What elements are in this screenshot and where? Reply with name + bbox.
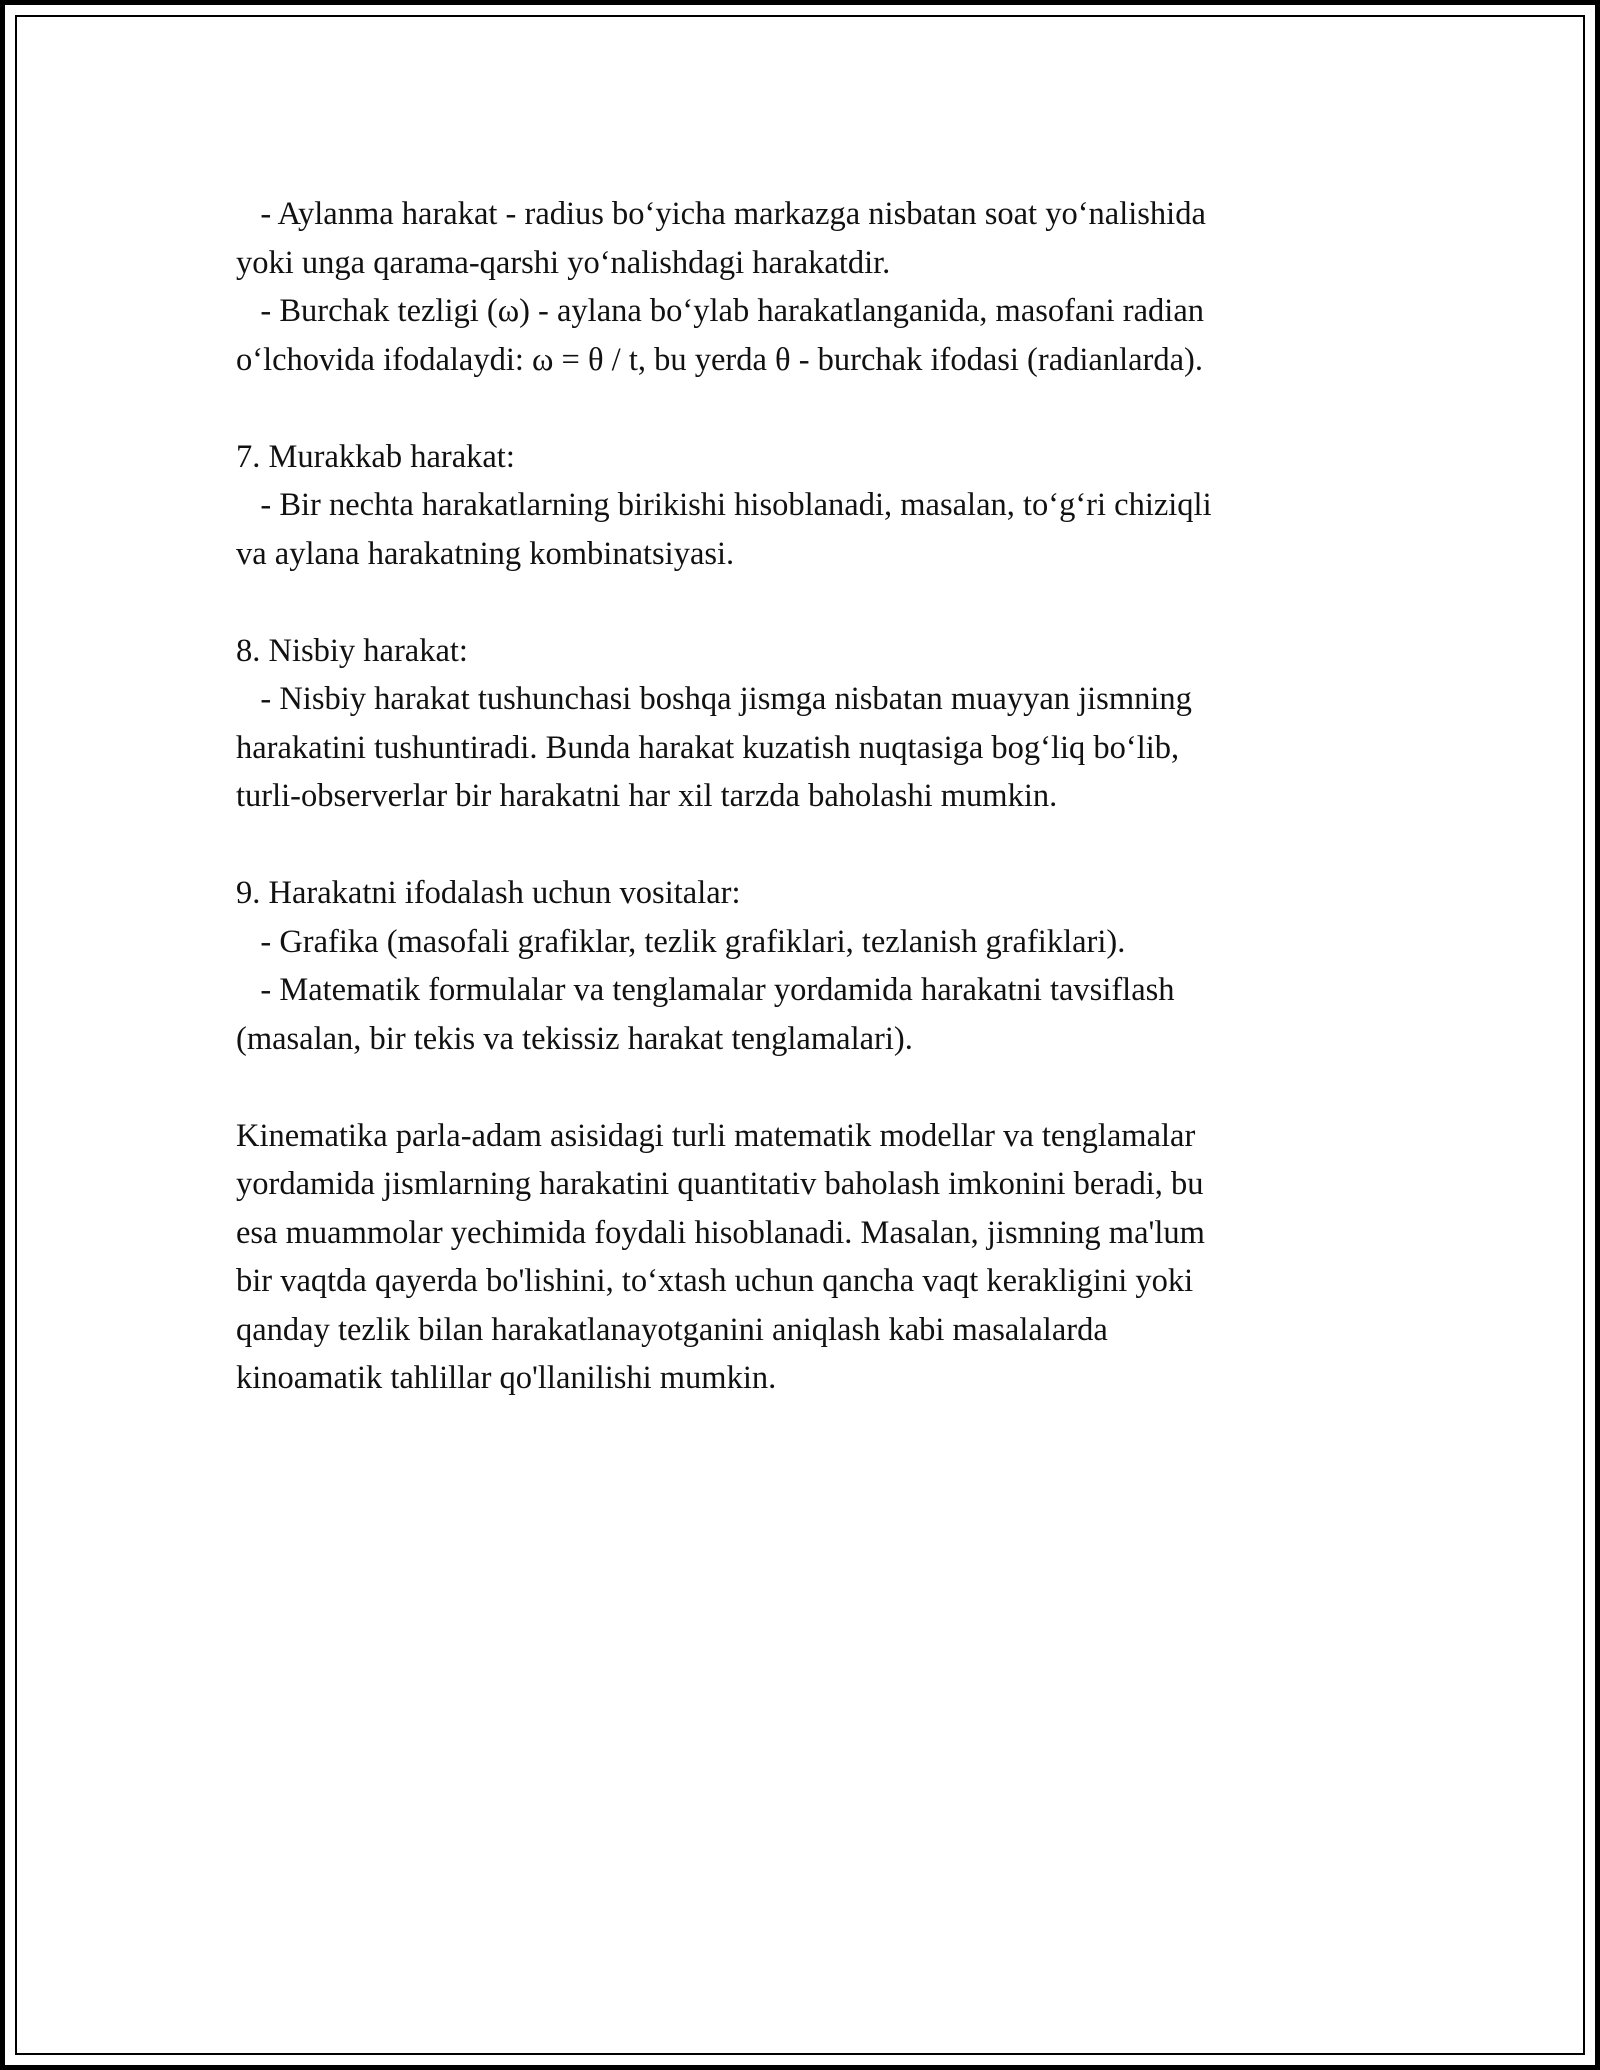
text-line: (masalan, bir tekis va tekissiz harakat tenglamalari).: [236, 1020, 913, 1057]
text-line: - Nisbiy harakat tushunchasi boshqa jismga nisbatan muayyan jismning: [236, 681, 1192, 717]
text-line: - Grafika (masofali grafiklar, tezlik grafiklari, tezlanish grafiklari).: [236, 923, 1126, 960]
text-line: yoki unga qarama-qarshi yo‘nalishdagi harakatdir.: [236, 244, 891, 281]
blank-line: [236, 821, 1366, 870]
section-heading-8: 8. Nisbiy harakat:: [236, 632, 468, 669]
conclusion-line: qanday tezlik bilan harakatlanayotganini aniqlash kabi masalalarda: [236, 1311, 1108, 1348]
blank-line: [236, 578, 1366, 627]
conclusion-line: yordamida jismlarning harakatini quantitativ baholash imkonini beradi, bu: [236, 1166, 1204, 1202]
text-line: - Matematik formulalar va tenglamalar yordamida harakatni tavsiflash: [236, 972, 1175, 1008]
blank-line: [236, 1063, 1366, 1112]
conclusion-line: esa muammolar yechimida foydali hisoblanadi. Masalan, jismning ma'lum: [236, 1214, 1205, 1251]
document-body: [236, 190, 1366, 1403]
text-line: - Aylanma harakat - radius bo‘yicha markazga nisbatan soat yo‘nalishida: [236, 196, 1206, 232]
section-heading-7: 7. Murakkab harakat:: [236, 438, 515, 475]
text-line: harakatini tushuntiradi. Bunda harakat kuzatish nuqtasiga bog‘liq bo‘lib,: [236, 729, 1180, 766]
conclusion-line: Kinematika parla-adam asisidagi turli matematik modellar va tenglamalar: [236, 1117, 1196, 1154]
section-heading-9: 9. Harakatni ifodalash uchun vositalar:: [236, 875, 741, 911]
text-line: - Burchak tezligi (ω) - aylana bo‘ylab harakatlanganida, masofani radian: [236, 293, 1205, 329]
text-line: - Bir nechta harakatlarning birikishi hisoblanadi, masalan, to‘g‘ri chiziqli: [236, 487, 1212, 523]
text-line: o‘lchovida ifodalaydi: ω = θ / t, bu yerda θ - burchak ifodasi (radianlarda).: [236, 341, 1203, 378]
conclusion-line: kinoamatik tahlillar qo'llanilishi mumkin.: [236, 1360, 777, 1396]
text-line: turli-observerlar bir harakatni har xil tarzda baholashi mumkin.: [236, 778, 1058, 814]
blank-line: [236, 384, 1366, 433]
conclusion-line: bir vaqtda qayerda bo'lishini, to‘xtash uchun qancha vaqt kerakligini yoki: [236, 1263, 1194, 1299]
text-line: va aylana harakatning kombinatsiyasi.: [236, 535, 735, 572]
